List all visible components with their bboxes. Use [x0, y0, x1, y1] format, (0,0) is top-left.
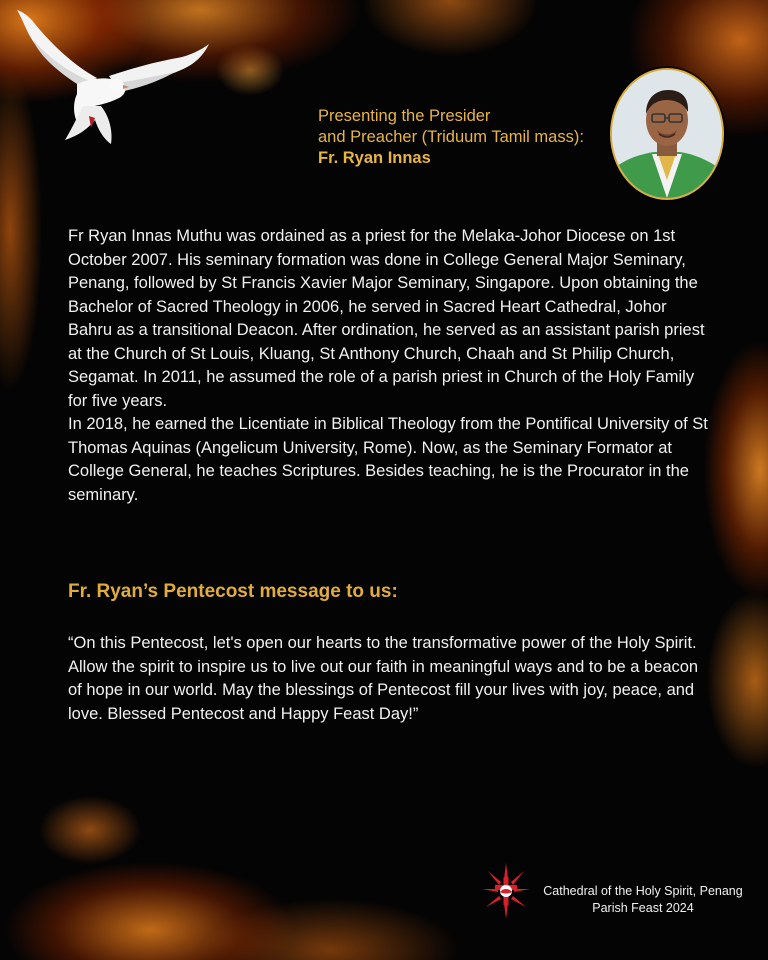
- heading-line-2: and Preacher (Triduum Tamil mass):: [318, 128, 584, 146]
- presider-heading: [318, 106, 618, 169]
- pentecost-message: “On this Pentecost, let's open our hearts to the transformative power of the Holy Spirit. Allow the spirit to inspire us to live out our faith in meaningful ways and to be a beacon of hope in our world. May the blessings of Pentecost fill your lives with joy, peace, and love. Blessed Pentecost and Happy Feast Day!”: [68, 634, 699, 723]
- portrait-photo: [610, 68, 724, 200]
- bio-paragraph-1: Fr Ryan Innas Muthu was ordained as a priest for the Melaka-Johor Diocese on 1st October 2007. His seminary formation was done in College General Major Seminary, Penang, followed by St Francis Xavier Major Seminary, Singapore. Upon obtaining the Bachelor of Sacred Theology in 2006, he served in Sacred Heart Cathedral, Johor Bahru as a transitional Deacon. After ordination, he served as an assistant parish priest at the Church of St Louis, Kluang, St Anthony Church, Chaah and St Philip Church, Segamat. In 2011, he assumed the role of a parish priest in Church of the Holy Family for five years.: [68, 227, 705, 410]
- presider-name: Fr. Ryan Innas: [318, 149, 431, 167]
- bio-paragraph-2: In 2018, he earned the Licentiate in Biblical Theology from the Pontifical University of St Thomas Aquinas (Angelicum University, Rome). Now, as the Seminary Formator at College General, he teaches Scriptures. Besides teaching, he is the Procurator in the seminary.: [68, 415, 708, 504]
- message-title: Fr. Ryan’s Pentecost message to us:: [68, 581, 398, 602]
- footer-line-1: Cathedral of the Holy Spirit, Penang: [543, 884, 743, 898]
- biography: [68, 225, 708, 507]
- dove-icon: [5, 6, 215, 146]
- footer-text: [536, 883, 750, 917]
- footer-line-2: Parish Feast 2024: [592, 901, 694, 915]
- footer: [482, 861, 762, 925]
- heading-line-1: Presenting the Presider: [318, 107, 491, 125]
- cathedral-logo-icon: [482, 861, 530, 921]
